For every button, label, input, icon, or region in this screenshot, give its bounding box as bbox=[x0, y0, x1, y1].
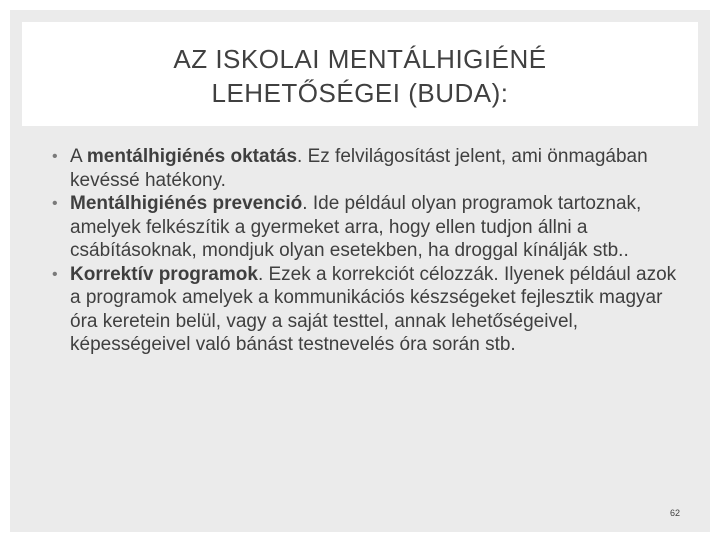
bullet-text: . Ez felvilágosítást jelent, ami önmagában kevéssé hatékony. bbox=[70, 146, 648, 191]
page-number: 62 bbox=[669, 508, 680, 518]
bullet-text: . Ezek a korrekciót célozzák. Ilyenek például azok a programok amelyek a kommunikációs készségeket fejlesztik magyar óra keretein belül, vagy a saját testtel, annak lehetőségeivel, képességeivel való bánást testnevelés óra során stb. bbox=[70, 263, 677, 355]
bullet-dot-icon: • bbox=[52, 195, 58, 212]
bullet-item-corrective bbox=[52, 263, 682, 357]
slide-title bbox=[22, 42, 698, 110]
slide-content bbox=[52, 145, 682, 357]
bullet-list bbox=[52, 145, 682, 357]
bullet-lead: mentálhigiénés oktatás bbox=[86, 146, 298, 167]
bullet-dot-icon: • bbox=[52, 265, 58, 283]
title-line-1: AZ ISKOLAI MENTÁLHIGIÉNÉ bbox=[173, 44, 547, 74]
bullet-lead: Mentálhigiénés prevenció bbox=[70, 193, 303, 214]
bullet-item-education bbox=[52, 145, 682, 192]
title-line-2: LEHETŐSÉGEI (BUDA): bbox=[211, 78, 509, 108]
bullet-prefix: A bbox=[70, 146, 87, 167]
bullet-text: . Ide például olyan programok tartoznak, amelyek felkészítik a gyermeket arra, hogy ellen tudjon állni a csábításoknak, mondjuk olyan esetekben, ha droggal kínálják stb.. bbox=[70, 193, 642, 261]
title-box bbox=[22, 22, 698, 126]
bullet-lead: Korrektív programok bbox=[70, 263, 258, 285]
bullet-dot-icon: • bbox=[52, 148, 58, 165]
bullet-item-prevention bbox=[52, 192, 682, 263]
